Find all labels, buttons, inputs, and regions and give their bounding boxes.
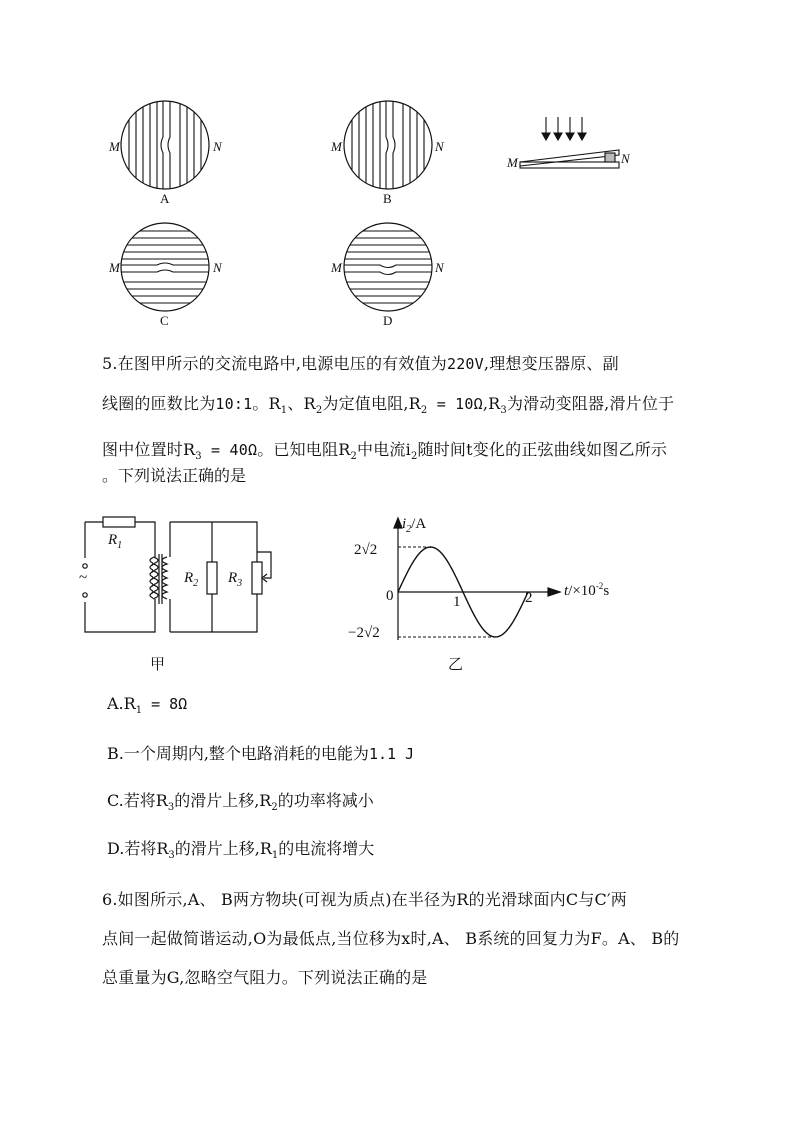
q5-r3-value: = 40Ω [201, 441, 258, 460]
q5-text: ,理想变压器原、副 [483, 354, 619, 373]
wedge-n: N [621, 151, 630, 166]
ylabel-i: i [402, 516, 407, 532]
q5-sub: 1 [280, 405, 288, 417]
option-text: R [123, 694, 136, 713]
q5-text: 。R [252, 394, 281, 413]
r3-label [228, 570, 242, 589]
r2-resistor [207, 562, 217, 594]
q5-sub: 2 [410, 451, 418, 463]
option-text: 的滑片上移,R [174, 839, 272, 858]
option-sub: 1 [271, 850, 279, 862]
q5-r2-value: = 10Ω [427, 395, 483, 413]
option-a[interactable] [107, 694, 187, 716]
option-sub: 3 [167, 802, 175, 814]
q5-line-1 [102, 344, 732, 384]
graph-xlabel [564, 581, 609, 600]
option-c[interactable] [107, 788, 374, 813]
q5-sub: 2 [315, 405, 323, 417]
label-b: B [383, 191, 392, 206]
q5-text: 随时间t变化的正弦曲线如图乙所示 [417, 440, 668, 460]
r2-label [184, 570, 198, 589]
q5-text: 。已知电阻R [257, 440, 351, 460]
circuit-diagram [75, 512, 285, 642]
circuit-caption: 甲 [150, 657, 166, 673]
ylabel-sub: 2 [406, 524, 412, 535]
q5-text: 在图甲所示的交流电路中,电源电压的有效值为 [117, 354, 447, 373]
xlabel-unit: /×10 [568, 583, 596, 599]
graph-ymin-label: −2√2 [348, 625, 380, 641]
graph-caption: 乙 [448, 657, 464, 673]
option-text: = 8Ω [142, 695, 188, 713]
label-d-n: N [435, 260, 444, 275]
graph-tick-2: 2 [525, 590, 533, 606]
r3-letter: R [228, 570, 238, 586]
ac-source-symbol: ~ [79, 570, 88, 586]
label-d: D [383, 313, 393, 328]
q5-text: 为定值电阻,R [322, 394, 421, 413]
option-a-fringes [129, 95, 201, 195]
q5-line-4: 。下列说法正确的是 [102, 466, 247, 485]
xlabel-s: s [603, 583, 610, 599]
q5-text: 为滑动变阻器,滑片位于 [506, 394, 675, 413]
option-letter: D. [107, 839, 125, 858]
q5-line-2 [102, 384, 732, 430]
label-a-m: M [109, 139, 120, 154]
q5-text: 、R [287, 394, 316, 413]
option-sub: 2 [271, 802, 278, 814]
ylabel-unit: /A [411, 516, 427, 532]
q5-text: 中电流i [357, 440, 411, 460]
label-b-n: N [435, 139, 444, 154]
q5-text: 图中位置时R [102, 440, 196, 460]
q5-sub: 3 [500, 405, 507, 417]
q5-voltage: 220V [446, 355, 484, 373]
q6-line-1: 6.如图所示,A、 B两方物块(可视为质点)在半径为R的光滑球面内C与C′两 [102, 890, 627, 909]
xlabel-exp: -2 [595, 581, 604, 591]
label-c-m: M [109, 260, 120, 275]
option-text: 若将R [124, 839, 169, 858]
label-a: A [160, 191, 170, 206]
q5-ratio: 10:1 [215, 395, 253, 413]
q6-line-3: 总重量为G,忽略空气阻力。下列说法正确的是 [102, 968, 428, 987]
option-b[interactable] [107, 741, 414, 764]
label-b-m: M [331, 139, 342, 154]
option-text: 一个周期内,整个电路消耗的电能为 [123, 744, 369, 763]
label-d-m: M [331, 260, 342, 275]
r1-resistor [103, 517, 135, 527]
r2-letter: R [184, 570, 194, 586]
q5-text: ,R [482, 394, 501, 413]
graph-ylabel [402, 516, 426, 535]
r1-letter: R [108, 532, 118, 548]
option-text: 1.1 J [368, 745, 415, 763]
option-sub: 3 [168, 850, 175, 862]
option-text: 若将R [123, 791, 168, 810]
option-letter: A. [107, 694, 124, 713]
q5-text: 线圈的匝数比为 [102, 394, 216, 413]
q6-line-2: 点间一起做简谐运动,O为最低点,当位移为x时,A、 B系统的回复力为F。A、 B的 [102, 929, 680, 948]
option-text: 的电流将增大 [278, 839, 375, 858]
wedge-m: M [507, 155, 518, 170]
option-sub: 1 [135, 705, 143, 717]
xlabel-t: t [564, 583, 569, 599]
graph-tick-1: 1 [453, 594, 461, 610]
interference-figure [100, 95, 660, 335]
r3-rheostat [252, 562, 262, 594]
option-letter: C. [107, 791, 124, 810]
option-letter: B. [107, 744, 124, 763]
q5-number: 5. [102, 354, 118, 373]
q5-sub: 3 [195, 451, 202, 463]
q5-sub: 2 [420, 405, 428, 417]
option-d[interactable] [107, 836, 374, 861]
question-5 [102, 344, 732, 476]
label-c: C [160, 313, 169, 328]
graph-ymax-label: 2√2 [354, 542, 378, 558]
option-b-fringes [352, 95, 424, 195]
graph-origin: 0 [386, 588, 394, 604]
label-a-n: N [213, 139, 222, 154]
r1-label [108, 532, 122, 551]
r1-sub: 1 [117, 540, 123, 551]
option-text: 的功率将减小 [277, 791, 374, 810]
label-c-n: N [213, 260, 222, 275]
air-wedge-diagram [520, 117, 619, 168]
question-6 [102, 880, 732, 997]
r3-sub: 3 [237, 578, 243, 589]
q5-sub: 2 [350, 451, 358, 463]
r2-sub: 2 [193, 578, 199, 589]
option-text: 的滑片上移,R [174, 791, 272, 810]
